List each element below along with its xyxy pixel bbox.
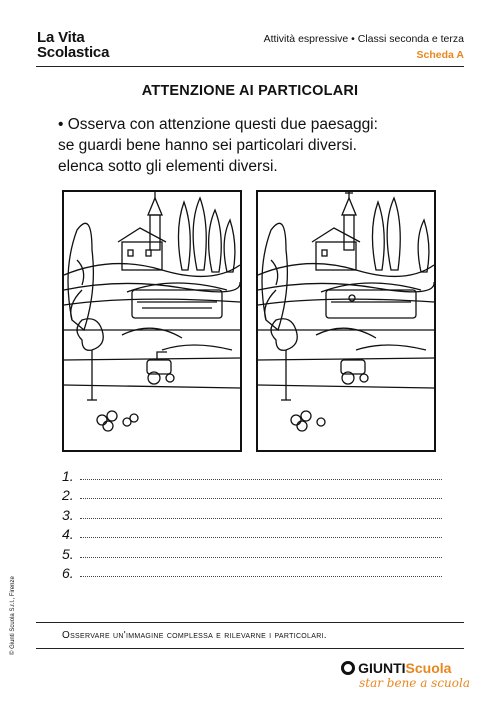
dotted-line	[80, 537, 442, 538]
subject-line: Attività espressive • Classi seconda e terza	[263, 33, 464, 45]
line-number: 3.	[62, 506, 74, 523]
page-title: ATTENZIONE AI PARTICOLARI	[141, 83, 359, 99]
logo-line-1: La Vita	[37, 29, 85, 46]
learning-objective: Osservare un'immagine complessa e rilevarne i particolari.	[62, 630, 327, 641]
line-number: 2.	[62, 487, 74, 503]
publisher-name	[341, 660, 470, 676]
dotted-line	[80, 557, 442, 558]
objective-top-rule	[36, 622, 464, 623]
line-number: 1.	[62, 467, 74, 484]
brand-part-b: Scuola	[405, 660, 452, 676]
publisher-tagline: star bene a scuola	[359, 676, 470, 690]
landscape-left-illustration	[62, 190, 242, 452]
dotted-line	[80, 479, 442, 480]
instruction-line: elenca sotto gli elementi diversi.	[58, 158, 278, 175]
answer-lines	[62, 464, 442, 581]
publisher-logo	[341, 660, 470, 690]
line-number: 6.	[62, 565, 74, 581]
line-number: 5.	[62, 545, 74, 562]
instructions	[58, 114, 478, 177]
header-info	[264, 31, 464, 63]
logo-line-2: Scolastica	[37, 44, 110, 61]
answer-line-1[interactable]	[62, 464, 442, 484]
brand-part-a: GIUNTI	[358, 660, 406, 676]
landscape-right-illustration	[256, 190, 436, 452]
g-logo-icon	[341, 661, 355, 675]
sheet-label: Scheda A	[416, 49, 464, 61]
answer-line-5[interactable]	[62, 542, 442, 562]
instruction-line: • Osserva con attenzione questi due paesaggi:	[58, 116, 378, 133]
objective-bottom-rule	[36, 648, 464, 649]
answer-line-6[interactable]	[62, 562, 442, 582]
magazine-logo	[37, 30, 109, 60]
dotted-line	[80, 498, 442, 499]
dotted-line	[80, 576, 442, 577]
answer-line-3[interactable]	[62, 503, 442, 523]
copyright-notice: © Giunti Scuola S.r.l., Firenze	[10, 576, 16, 655]
dotted-line	[80, 518, 442, 519]
instruction-line: se guardi bene hanno sei particolari diversi.	[58, 137, 357, 154]
header-divider	[36, 66, 464, 67]
answer-line-2[interactable]	[62, 484, 442, 504]
answer-line-4[interactable]	[62, 523, 442, 543]
line-number: 4.	[62, 526, 74, 542]
